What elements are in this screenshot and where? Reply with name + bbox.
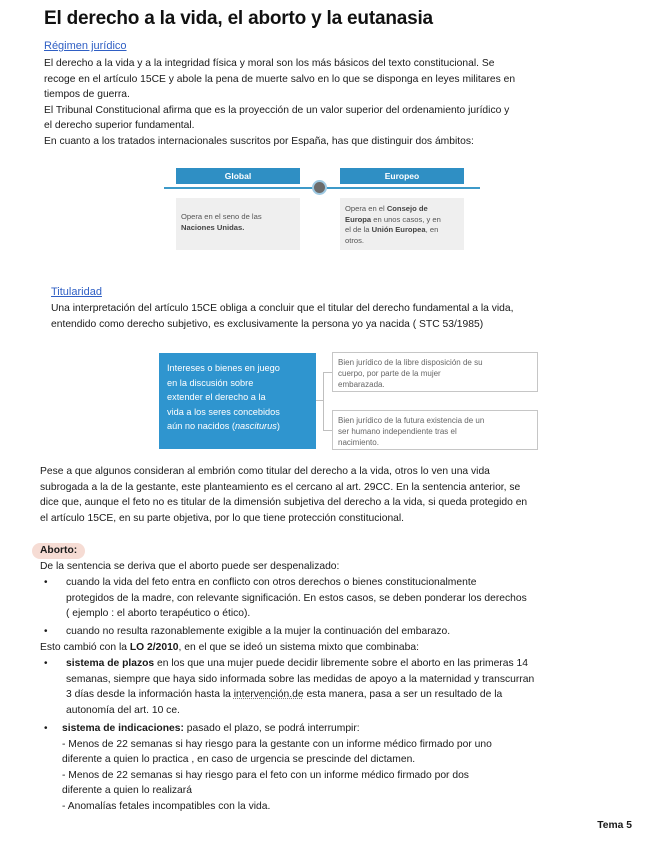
text-line: - Anomalías fetales incompatibles con la vida.: [62, 800, 271, 812]
europeo-box-text: , en: [425, 225, 439, 234]
text-line: diferente a quien lo realizará: [62, 785, 192, 797]
bien-juridico-mujer-box: [332, 352, 538, 392]
europeo-header: Europeo: [340, 168, 464, 184]
aborto-intro: De la sentencia se deriva que el aborto puede ser despenalizado:: [40, 561, 340, 572]
lo-reference: LO 2/2010: [129, 642, 179, 653]
main-box-line: aún no nacidos (: [167, 421, 235, 431]
text-span: pasado el plazo, se podrá interrumpir:: [186, 723, 360, 734]
main-box-line: Intereses o bienes en juego: [167, 363, 280, 373]
main-box-line: extender el derecho a la: [167, 392, 266, 402]
text-line: Pese a que algunos consideran al embrión como titular del derecho a la vida, otros lo ven una vida: [40, 466, 490, 477]
box-line: embarazada.: [338, 380, 385, 389]
text-line: cuando la vida del feto entra en conflicto con otros derechos o bienes constitucionalmente: [66, 577, 477, 588]
main-box-line: en la discusión sobre: [167, 377, 254, 388]
box-line: Bien jurídico de la libre disposición de su: [338, 358, 483, 367]
text-line: El Tribunal Constitucional afirma que es la proyección de un valor superior del ordenamiento jurídico y: [44, 104, 510, 116]
europeo-box-text: Opera en el: [345, 204, 385, 213]
intervencion-link[interactable]: intervención.de: [233, 689, 304, 701]
text-line: recoge en el artículo 15CE y abole la pena de muerte salvo en lo que se disponga en leyes militares en: [44, 73, 516, 85]
page-title: El derecho a la vida, el aborto y la eutanasia: [44, 8, 433, 29]
global-box: [176, 198, 300, 250]
aborto-heading: Aborto:: [32, 543, 85, 559]
connector: [323, 372, 332, 373]
indicaciones-bullet: [62, 721, 492, 815]
bullet-icon: •: [44, 626, 48, 637]
box-line: ser humano independiente tras el: [338, 427, 457, 436]
europeo-box-bold: Unión Europea: [371, 225, 426, 234]
bien-juridico-feto-box: [332, 410, 538, 450]
box-line: Bien jurídico de la futura existencia de un: [338, 416, 485, 425]
text-span: Esto cambió con la: [40, 642, 127, 653]
lo-paragraph: [40, 640, 419, 656]
section-heading-titularidad[interactable]: Titularidad: [51, 286, 102, 298]
text-line: dice que, aunque el feto no es titular de la dimensión subjetiva del derecho a la vida, si queda protegido en: [40, 497, 528, 509]
section-heading-regimen[interactable]: Régimen jurídico: [44, 40, 127, 52]
europeo-box-bold: Europa: [345, 214, 372, 224]
connector: [323, 372, 324, 430]
text-line: subrogada a la de la gestante, este planteamiento es el cercano al art. 29CC. En la sentencia anterior, se: [40, 481, 521, 493]
regimen-paragraph: [44, 56, 515, 150]
text-line: diferente a quien lo practica , en caso de urgencia se prescinde del dictamen.: [62, 754, 416, 766]
text-line: el derecho superior fundamental.: [44, 120, 195, 132]
plazos-term: sistema de plazos: [66, 658, 155, 669]
global-box-text: Opera en el seno de las: [181, 212, 262, 221]
page-footer: Tema 5: [597, 820, 632, 831]
text-line: El derecho a la vida y a la integridad física y moral son los más básicos del texto constitucional. Se: [44, 58, 495, 69]
aborto-bullet-1: [66, 575, 527, 622]
text-span: esta manera, pasa a ser un resultado de la: [306, 689, 503, 701]
aborto-bullet-2: cuando no resulta razonablemente exigible a la mujer la continuación del embarazo.: [66, 626, 451, 637]
text-span: , en el que se ideó un sistema mixto que combinaba:: [178, 642, 419, 653]
main-box-line: vida a los seres concebidos: [167, 406, 280, 417]
timeline-dot-icon: [312, 180, 327, 195]
titularidad-paragraph: [51, 301, 514, 332]
embrion-paragraph: [40, 464, 527, 526]
intereses-main-box: [159, 353, 316, 449]
connector: [323, 430, 332, 431]
europeo-box-text: el de la: [345, 225, 370, 234]
text-line: - Menos de 22 semanas si hay riesgo para el feto con un informe médico firmado por dos: [62, 769, 469, 781]
europeo-box-bold: Consejo de: [386, 204, 428, 213]
text-span: en los que una mujer puede decidir libremente sobre el aborto en las primeras 14: [157, 658, 528, 669]
europeo-box: [340, 198, 464, 250]
bullet-icon: •: [44, 658, 48, 669]
main-box-italic: nasciturus: [234, 421, 277, 431]
box-line: cuerpo, por parte de la mujer: [338, 369, 441, 378]
europeo-box-text: en unos casos, y en: [373, 214, 441, 224]
text-line: semanas, siempre que haya sido informada sobre las medidas de apoyo a la maternidad y transcurran: [66, 673, 535, 685]
bullet-icon: •: [44, 577, 48, 588]
plazos-bullet: [66, 656, 534, 718]
main-box-line: ): [276, 421, 280, 431]
text-line: entendido como derecho subjetivo, es exclusivamente la persona yo ya nacida ( STC 53/1985): [51, 318, 484, 330]
text-line: tiempos de guerra.: [44, 89, 130, 101]
indicaciones-term: sistema de indicaciones:: [62, 723, 184, 734]
text-line: ( ejemplo : el aborto terapéutico o ético).: [66, 608, 251, 620]
text-line: En cuanto a los tratados internacionales suscritos por España, has que distinguir dos ámbitos:: [44, 135, 474, 147]
text-span: 3 días desde la información hasta la: [66, 689, 231, 701]
text-line: el artículo 15CE, en su parte objetiva, por lo que tiene protección constitucional.: [40, 512, 405, 524]
text-line: protegidos de la madre, con relevante significación. En estos casos, se deben ponderar los derechos: [66, 592, 527, 604]
global-header: Global: [176, 168, 300, 184]
text-line: autonomía del art. 10 ce.: [66, 704, 180, 716]
text-line: Una interpretación del artículo 15CE obliga a concluir que el titular del derecho fundamental a la vida,: [51, 303, 514, 314]
box-line: nacimiento.: [338, 438, 379, 447]
europeo-box-text: otros.: [345, 235, 364, 245]
text-line: - Menos de 22 semanas si hay riesgo para la gestante con un informe médico firmado por uno: [62, 738, 492, 750]
global-box-bold: Naciones Unidas.: [181, 222, 245, 232]
bullet-icon: •: [44, 723, 48, 734]
